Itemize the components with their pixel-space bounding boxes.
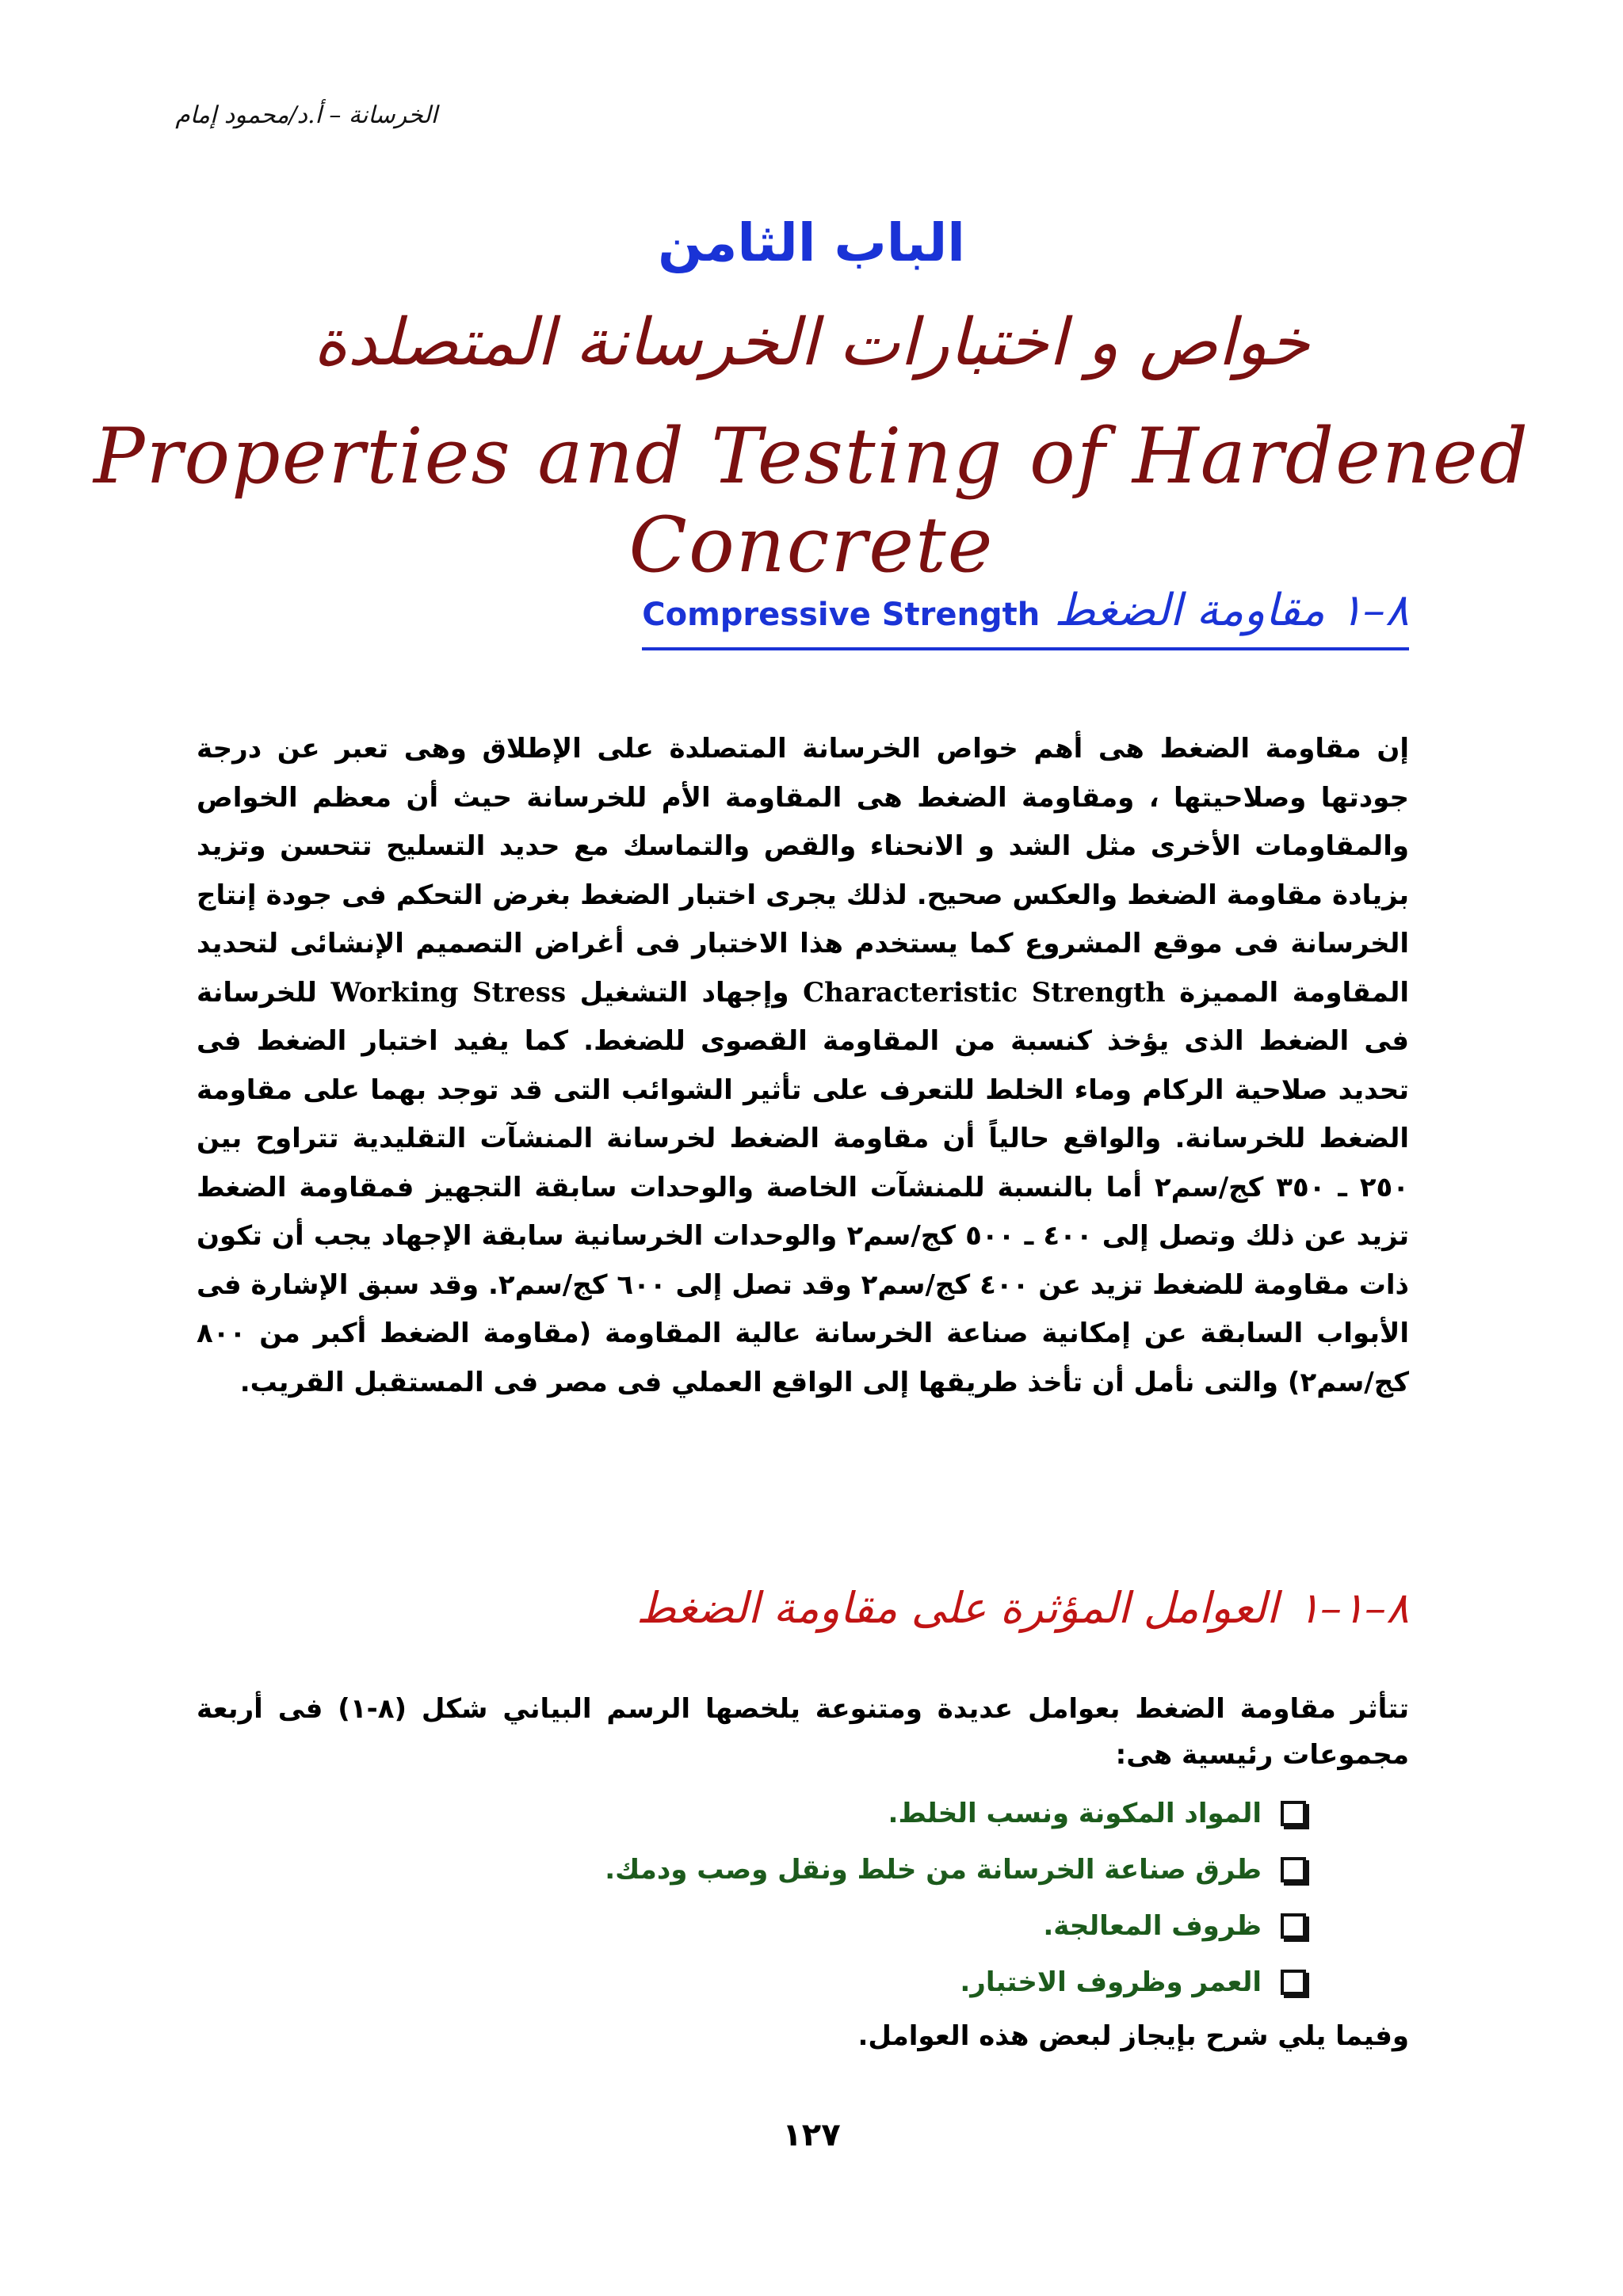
factors-intro-paragraph: تتأثر مقاومة الضغط بعوامل عديدة ومتنوعة يلخصها الرسم البياني شكل (٨-١) فى أربعة مجموعات رئيسية هى:: [197, 1693, 1409, 1771]
closing-sentence: وفيما يلي شرح بإيجاز لبعض هذه العوامل.: [857, 2020, 1409, 2052]
list-item: [605, 1897, 1306, 1954]
section-title-arabic: مقاومة الضغط: [1054, 585, 1325, 636]
subsection-number: ٨–١–١: [1296, 1583, 1409, 1633]
section-title-english: Compressive Strength: [642, 597, 1041, 633]
list-item: [605, 1785, 1306, 1841]
factor-text: المواد المكونة ونسب الخلط.: [888, 1797, 1262, 1829]
checkbox-bullet-icon: [1281, 1857, 1306, 1882]
factor-text: العمر وظروف الاختبار.: [960, 1966, 1262, 1998]
list-item: [605, 1954, 1306, 2010]
chapter-title-arabic: خواص و اختبارات الخرسانة المتصلدة: [313, 305, 1310, 380]
intro-text-part2: وإجهاد التشغيل: [579, 976, 789, 1009]
list-item: [605, 1841, 1306, 1897]
factor-text: ظروف المعالجة.: [1043, 1909, 1262, 1942]
intro-text-part1: إن مقاومة الضغط هى أهم خواص الخرسانة المتصلدة على الإطلاق وهى تعبر عن درجة جودتها وصلاحيتها ، ومقاومة الضغط هى المقاومة الأم للخرسانة حيث أن معظم الخواص والمقاومات الأخرى مثل الشد و الانحناء والقص والتماسك مع حديد التسليح تتحسن وتزيد بزيادة مقاومة الضغط والعكس صحيح. لذلك يجرى اختبار الضغط بغرض التحكم فى جودة إنتاج الخرسانة فى موقع المشروع كما يستخدم هذا الاختبار فى أغراض التصميم الإنشائى لتحديد المقاومة المميزة: [197, 733, 1409, 1009]
running-header: الخرسانة – أ.د/محمود إمام: [175, 101, 437, 129]
section-number: ٨–١: [1338, 585, 1409, 636]
factor-list: [605, 1785, 1306, 2010]
factor-text: طرق صناعة الخرسانة من خلط ونقل وصب ودمك.: [605, 1853, 1262, 1886]
checkbox-bullet-icon: [1281, 1913, 1306, 1939]
checkbox-bullet-icon: [1281, 1970, 1306, 1995]
checkbox-bullet-icon: [1281, 1801, 1306, 1826]
intro-text-part3: للخرسانة فى الضغط الذى يؤخذ كنسبة من المقاومة القصوى للضغط. كما يفيد اختبار الضغط فى تحديد صلاحية الركام وماء الخلط للتعرف على تأثير الشوائب التى قد توجد بهما على مقاومة الضغط للخرسانة. والواقع حالياً أن مقاومة الضغط لخرسانة المنشآت التقليدية تتراوح بين ٢٥٠ ـ ٣٥٠ كج/سم٢ أما بالنسبة للمنشآت الخاصة والوحدات سابقة التجهيز فمقاومة الضغط تزيد عن ذلك وتصل إلى ٤٠٠ ـ ٥٠٠ كج/سم٢ والوحدات الخرسانية سابقة الإجهاد يجب أن تكون ذات مقاومة للضغط تزيد عن ٤٠٠ كج/سم٢ وقد تصل إلى ٦٠٠ كج/سم٢. وقد سبق الإشارة فى الأبواب السابقة عن إمكانية صناعة الخرسانة عالية المقاومة (مقاومة الضغط أكبر من ٨٠٠ كج/سم٢) والتى نأمل أن تأخذ طريقها إلى الواقع العملي فى مصر فى المستقبل القريب.: [197, 976, 1409, 1398]
term-characteristic-strength: Characteristic Strength: [803, 976, 1166, 1009]
chapter-label: الباب الثامن: [658, 212, 965, 273]
subsection-heading: [636, 1583, 1409, 1633]
chapter-title-english: Properties and Testing of Hardened Concrete: [93, 412, 1530, 589]
term-working-stress: Working Stress: [330, 976, 567, 1009]
subsection-title: العوامل المؤثرة على مقاومة الضغط: [636, 1583, 1278, 1633]
page-number: ١٢٧: [782, 2117, 841, 2153]
intro-paragraph: [197, 725, 1409, 1407]
section-heading: [642, 585, 1409, 650]
